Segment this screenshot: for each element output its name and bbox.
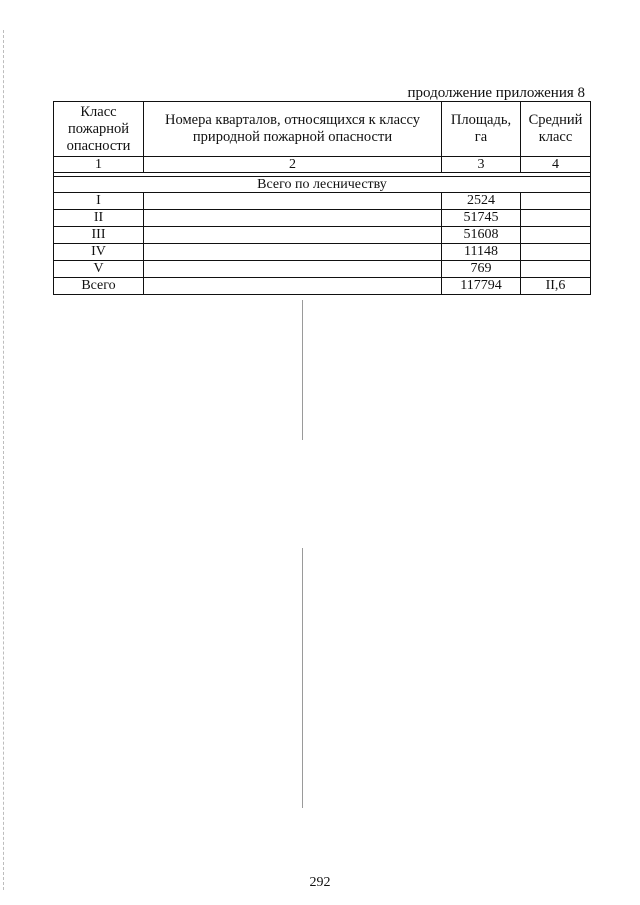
- header-quarter-numbers: Номера кварталов, относящихся к классу природной пожарной опасности: [144, 102, 442, 157]
- scan-edge-artifact: [3, 30, 4, 890]
- column-number-3: 3: [442, 157, 521, 173]
- table-total-row: [54, 278, 591, 295]
- cell-class: IV: [54, 244, 144, 261]
- cell-area: 2524: [442, 193, 521, 210]
- column-number-1: 1: [54, 157, 144, 173]
- cell-average-class: [521, 227, 591, 244]
- column-number-2: 2: [144, 157, 442, 173]
- table-row: [54, 227, 591, 244]
- cell-class: II: [54, 210, 144, 227]
- cell-area: 117794: [442, 278, 521, 295]
- column-number-4: 4: [521, 157, 591, 173]
- fold-line-lower: [302, 548, 303, 808]
- cell-quarters: [144, 261, 442, 278]
- cell-area: 51745: [442, 210, 521, 227]
- cell-quarters: [144, 278, 442, 295]
- cell-area: 769: [442, 261, 521, 278]
- fire-danger-class-table: [53, 101, 591, 295]
- table-row: [54, 244, 591, 261]
- cell-average-class: [521, 244, 591, 261]
- column-number-row: [54, 157, 591, 173]
- section-title: Всего по лесничеству: [54, 177, 591, 193]
- table-header-row: [54, 102, 591, 157]
- cell-average-class: II,6: [521, 278, 591, 295]
- fold-line-upper: [302, 300, 303, 440]
- cell-average-class: [521, 193, 591, 210]
- cell-quarters: [144, 227, 442, 244]
- cell-area: 11148: [442, 244, 521, 261]
- cell-class: III: [54, 227, 144, 244]
- cell-quarters: [144, 193, 442, 210]
- cell-quarters: [144, 244, 442, 261]
- table-row: [54, 210, 591, 227]
- cell-average-class: [521, 210, 591, 227]
- header-area: Площадь, га: [442, 102, 521, 157]
- cell-class: Всего: [54, 278, 144, 295]
- cell-class: V: [54, 261, 144, 278]
- cell-quarters: [144, 210, 442, 227]
- table-row: [54, 261, 591, 278]
- cell-area: 51608: [442, 227, 521, 244]
- page-number: 292: [309, 875, 331, 890]
- header-average-class: Средний класс: [521, 102, 591, 157]
- section-title-row: [54, 177, 591, 193]
- continuation-note: продолжение приложения 8: [407, 85, 585, 101]
- cell-class: I: [54, 193, 144, 210]
- cell-average-class: [521, 261, 591, 278]
- header-fire-danger-class: Класс пожарной опасности: [54, 102, 144, 157]
- table-row: [54, 193, 591, 210]
